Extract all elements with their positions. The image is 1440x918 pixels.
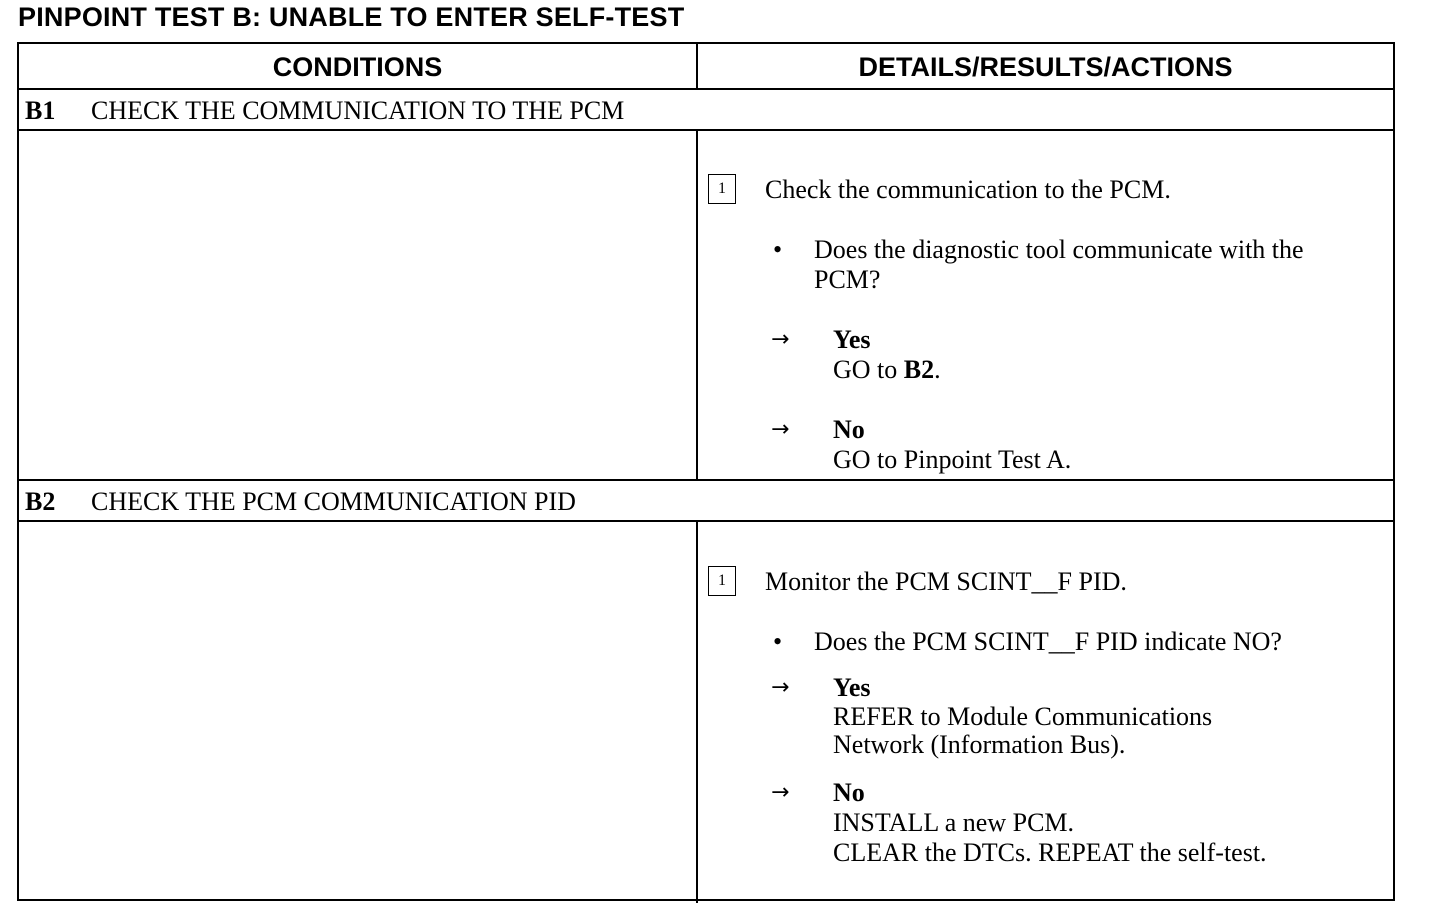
question-line: PCM? <box>814 265 881 294</box>
section-id: B2 <box>25 487 56 516</box>
step-number-box: 1 <box>708 174 736 204</box>
divider <box>696 520 698 903</box>
bullet-icon: • <box>773 627 783 656</box>
section-id: B1 <box>25 96 56 125</box>
bullet-icon: • <box>773 235 783 264</box>
pinpoint-test-table <box>17 42 1395 901</box>
arrow-right-icon: → <box>771 417 790 442</box>
yes-action: GO to B2. <box>833 355 941 384</box>
yes-label: Yes <box>833 673 871 702</box>
divider <box>696 129 698 479</box>
step-text: Monitor the PCM SCINT__F PID. <box>765 567 1127 596</box>
arrow-right-icon: → <box>771 327 790 352</box>
yes-action: REFER to Module Communications <box>833 702 1213 731</box>
step-text: Check the communication to the PCM. <box>765 175 1171 204</box>
divider <box>696 44 698 88</box>
step-number-box: 1 <box>708 566 736 596</box>
section-heading-text: CHECK THE COMMUNICATION TO THE PCM <box>91 96 625 125</box>
divider <box>19 129 1393 131</box>
section-heading-b1 <box>25 96 624 126</box>
section-heading-b2 <box>25 487 576 517</box>
conditions-header: CONDITIONS <box>272 52 443 82</box>
no-action: CLEAR the DTCs. REPEAT the self-test. <box>833 838 1267 867</box>
divider <box>19 520 1393 522</box>
details-header: DETAILS/RESULTS/ACTIONS <box>858 52 1233 82</box>
yes-label: Yes <box>833 325 871 354</box>
no-action: INSTALL a new PCM. <box>833 808 1075 837</box>
question-line: Does the diagnostic tool communicate with the <box>814 235 1304 264</box>
page-title: PINPOINT TEST B: UNABLE TO ENTER SELF-TEST <box>18 2 685 32</box>
section-heading-text: CHECK THE PCM COMMUNICATION PID <box>91 487 576 516</box>
yes-action: Network (Information Bus). <box>833 730 1126 759</box>
no-label: No <box>833 778 865 807</box>
question-line: Does the PCM SCINT__F PID indicate NO? <box>814 627 1282 656</box>
no-action: GO to Pinpoint Test A. <box>833 445 1072 474</box>
no-label: No <box>833 415 865 444</box>
arrow-right-icon: → <box>771 675 790 700</box>
divider <box>19 88 1393 90</box>
divider <box>19 479 1393 481</box>
arrow-right-icon: → <box>771 780 790 805</box>
